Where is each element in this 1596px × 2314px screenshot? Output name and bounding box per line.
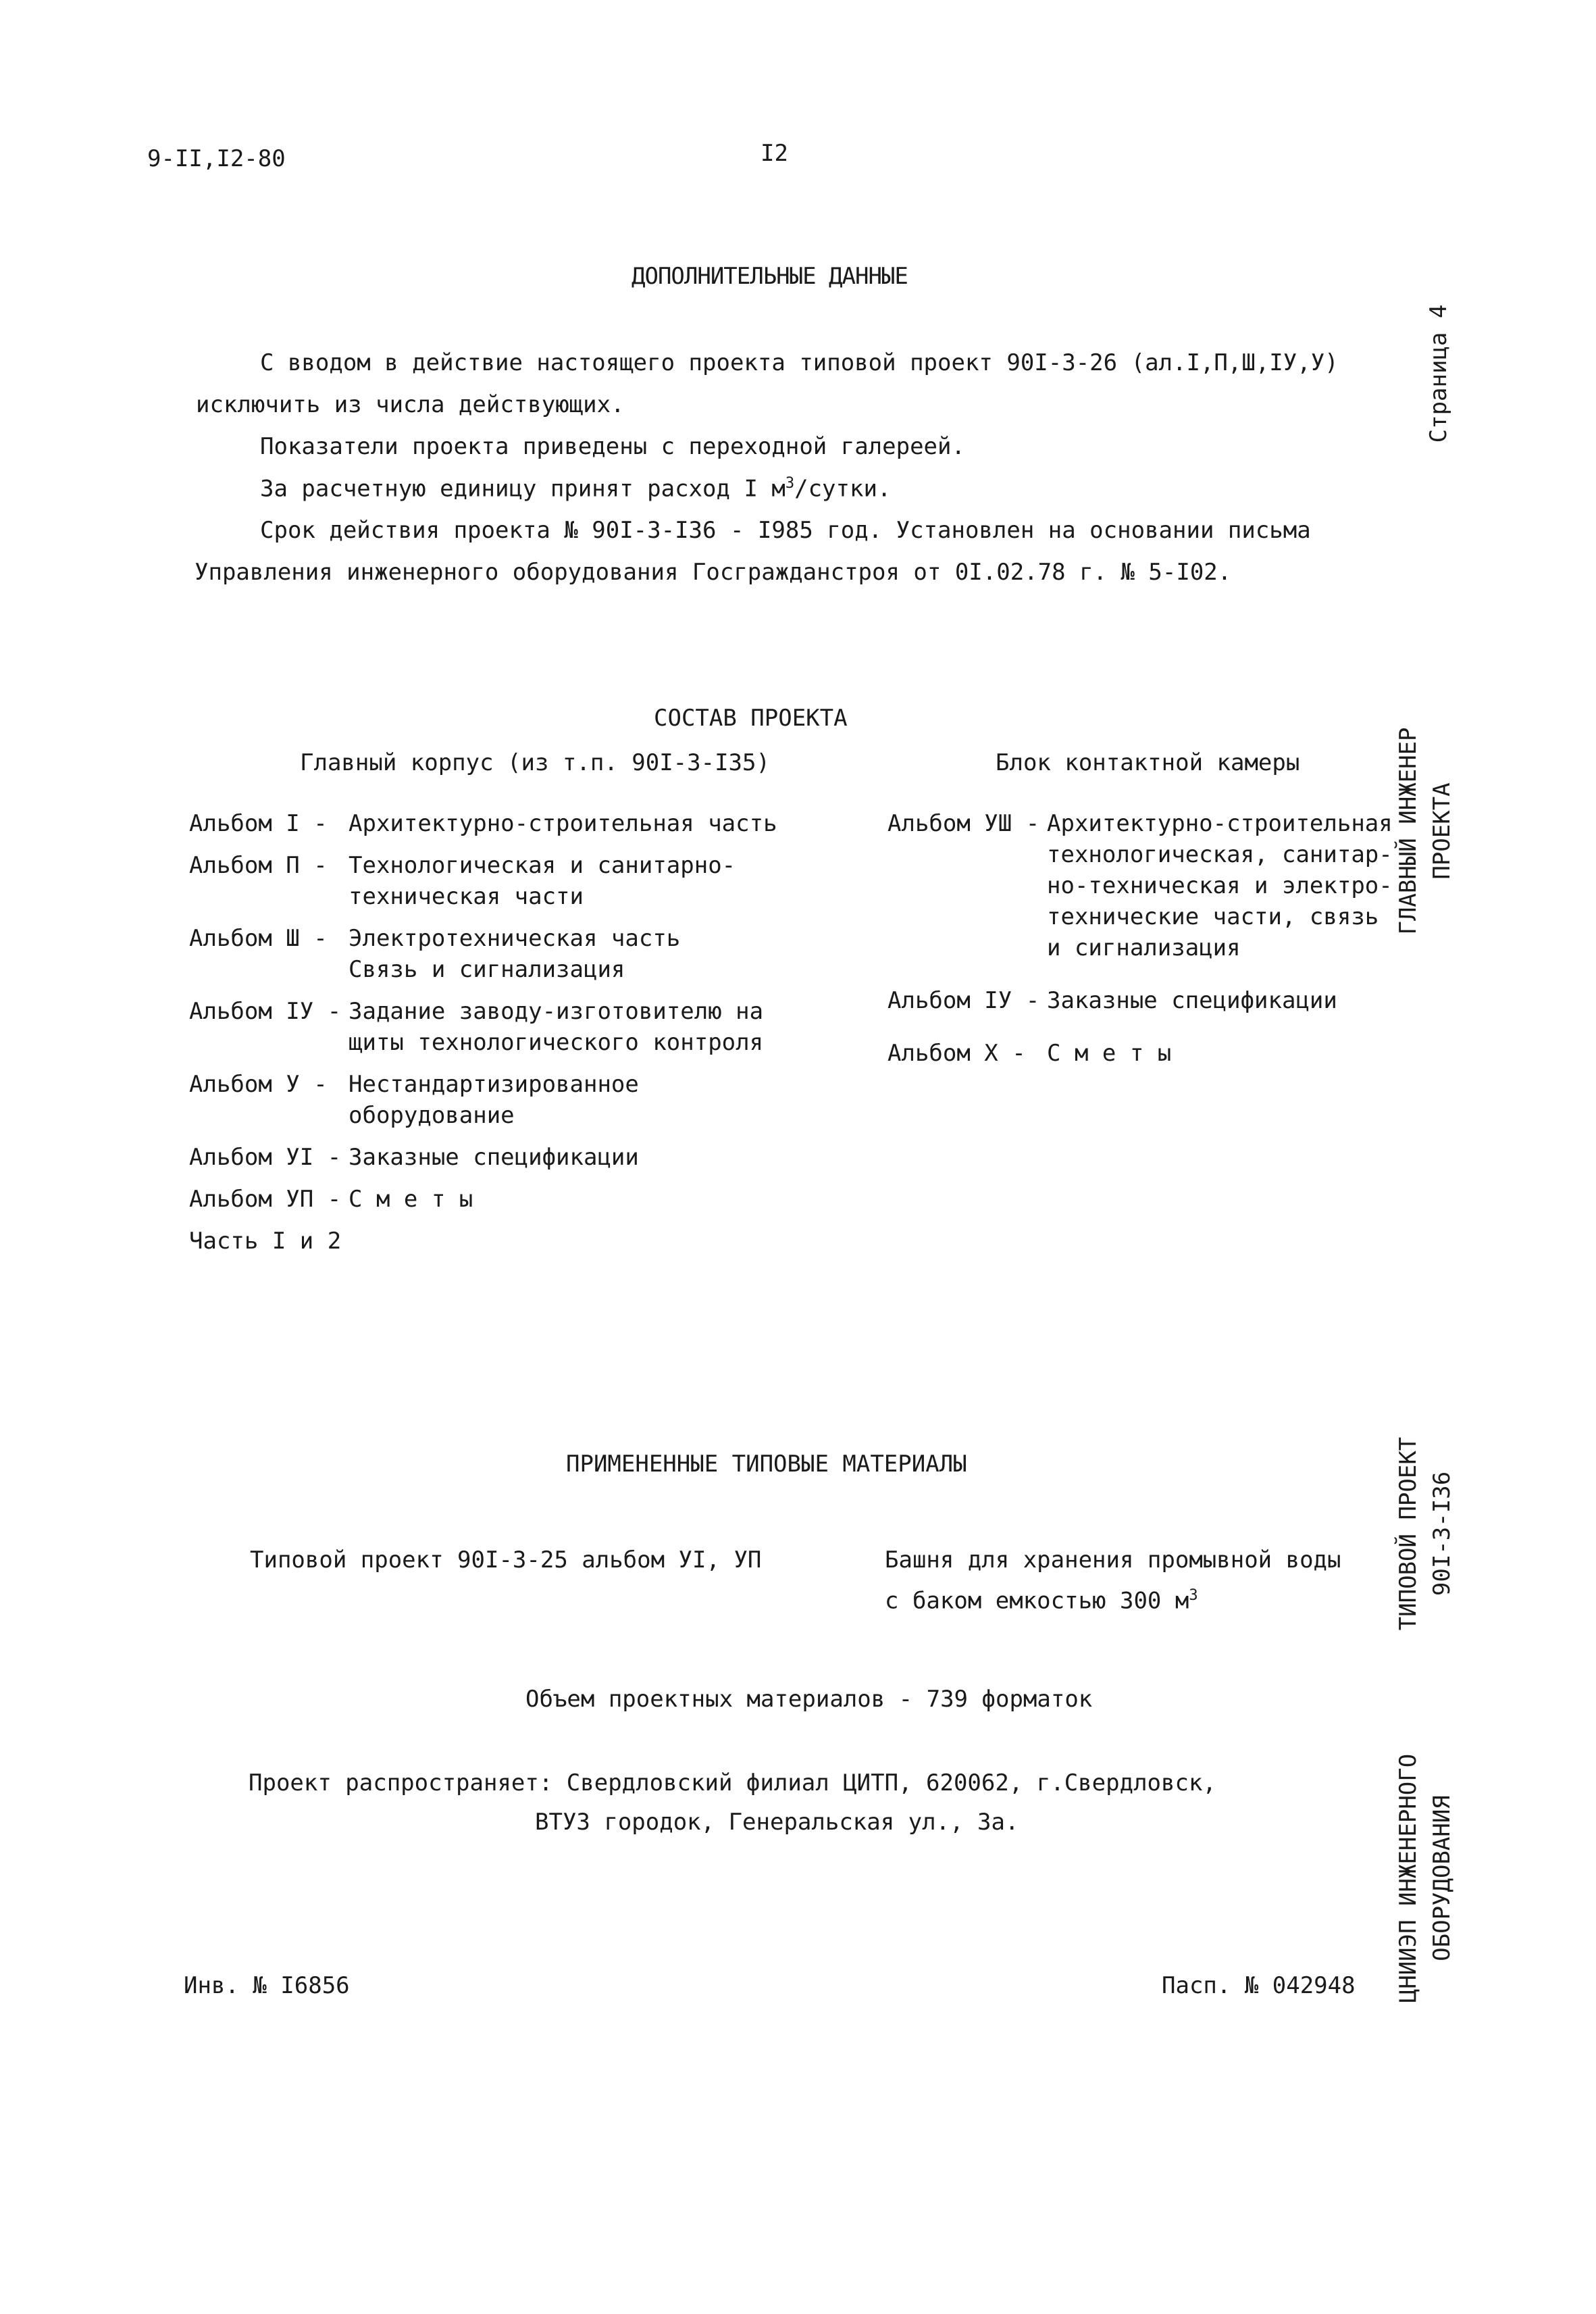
album-label: Альбом У - [189,1071,328,1098]
materials-volume: Объем проектных материалов - 739 форматок [525,1686,1093,1713]
composition-right-heading: Блок контактной камеры [996,749,1300,776]
album-description-line: Архитектурно-строительная часть [349,810,777,837]
album-label: Альбом УП - [189,1186,342,1213]
composition-heading: СОСТАВ ПРОЕКТА [654,705,848,732]
album-description-line: Архитектурно-строительная [1047,810,1393,837]
margin-organization [1391,1750,1459,2007]
passport-number: Пасп. № 042948 [1162,1972,1356,1999]
additional-p2: Показатели проекта приведены с переходной галереей. [260,433,965,460]
album-label: Часть I и 2 [189,1228,342,1255]
additional-p3 [260,474,891,503]
margin-page-label: Страница 4 [1425,304,1452,443]
album-description-line: техническая части [349,883,584,910]
additional-heading: ДОПОЛНИТЕЛЬНЫЕ ДАННЫЕ [632,263,908,290]
album-description-line: Заказные спецификации [1047,987,1337,1014]
album-description-line: но-техническая и электро- [1047,872,1393,899]
materials-right-line2-sup: 3 [1189,1587,1198,1604]
additional-p4-line1: Срок действия проекта № 90I-3-I36 - I985 год. Установлен на основании письма [260,517,1311,544]
album-description-line: Заказные спецификации [349,1144,639,1171]
album-label: Альбом УШ - [887,810,1040,837]
album-description-line: Нестандартизированное [349,1071,639,1098]
materials-right-line2 [885,1586,1198,1615]
distributor-line2: ВТУЗ городок, Генеральская ул., 3а. [535,1809,1019,1836]
page-number: I2 [761,140,788,167]
distributor-line1: Проект распространяет: Свердловский филиал ЦИТП, 620062, г.Свердловск, [249,1769,1216,1796]
additional-p3-sup: 3 [785,475,795,492]
album-description-line: Электротехническая часть [349,925,681,952]
album-label: Альбом IУ - [189,998,342,1025]
album-label: Альбом Х - [887,1040,1026,1067]
margin-org-line1: ЦНИИЭП ИНЖЕНЕРНОГО [1395,1753,1422,2003]
album-description-line: Задание заводу-изготовителю на [349,998,764,1025]
materials-right-line1: Башня для хранения промывной воды [885,1546,1341,1574]
album-description-line: Связь и сигнализация [349,956,625,983]
margin-typical-line1: ТИПОВОЙ ПРОЕКТ [1395,1436,1422,1631]
additional-p3-text: За расчетную единицу принят расход I м [260,475,786,503]
album-description-line: технологическая, санитар- [1047,841,1393,868]
album-description-line: С м е т ы [1047,1040,1172,1067]
additional-p3-post: /сутки. [794,475,892,503]
margin-org-line2: ОБОРУДОВАНИЯ [1428,1795,1456,1961]
additional-p4-line2: Управления инженерного оборудования Госгражданстроя от 0I.02.78 г. № 5-I02. [195,559,1232,586]
margin-chief-line1: ГЛАВНЫЙ ИНЖЕНЕР [1395,727,1422,935]
album-label: Альбом УI - [189,1144,342,1171]
margin-chief-engineer [1391,716,1459,946]
margin-chief-line2: ПРОЕКТА [1428,782,1456,880]
album-label: Альбом I - [189,810,328,837]
margin-typical-project [1391,1432,1459,1635]
materials-right-line2-text: с баком емкостью 300 м [885,1587,1189,1615]
materials-left: Типовой проект 90I-3-25 альбом УI, УП [250,1546,762,1574]
doc-code: 9-II,I2-80 [147,145,286,172]
album-description-line: Технологическая и санитарно- [349,852,736,879]
album-label: Альбом IУ - [887,987,1040,1014]
album-description-line: оборудование [349,1102,515,1129]
album-label: Альбом Ш - [189,925,328,952]
additional-p1-line2: исключить из числа действующих. [196,391,625,418]
additional-p1-line1: С вводом в действие настоящего проекта типовой проект 90I-3-26 (ал.I,П,Ш,IУ,У) [260,349,1339,376]
materials-heading: ПРИМЕНЕННЫЕ ТИПОВЫЕ МАТЕРИАЛЫ [566,1451,967,1478]
album-description-line: технические части, связь [1047,903,1379,930]
composition-left-heading: Главный корпус (из т.п. 90I-3-I35) [300,749,770,776]
margin-typical-line2: 90I-3-I36 [1428,1471,1456,1596]
album-description-line: и сигнализация [1047,934,1241,961]
album-label: Альбом П - [189,852,328,879]
album-description-line: С м е т ы [349,1186,473,1213]
album-description-line: щиты технологического контроля [349,1029,764,1056]
inventory-number: Инв. № I6856 [184,1972,350,1999]
